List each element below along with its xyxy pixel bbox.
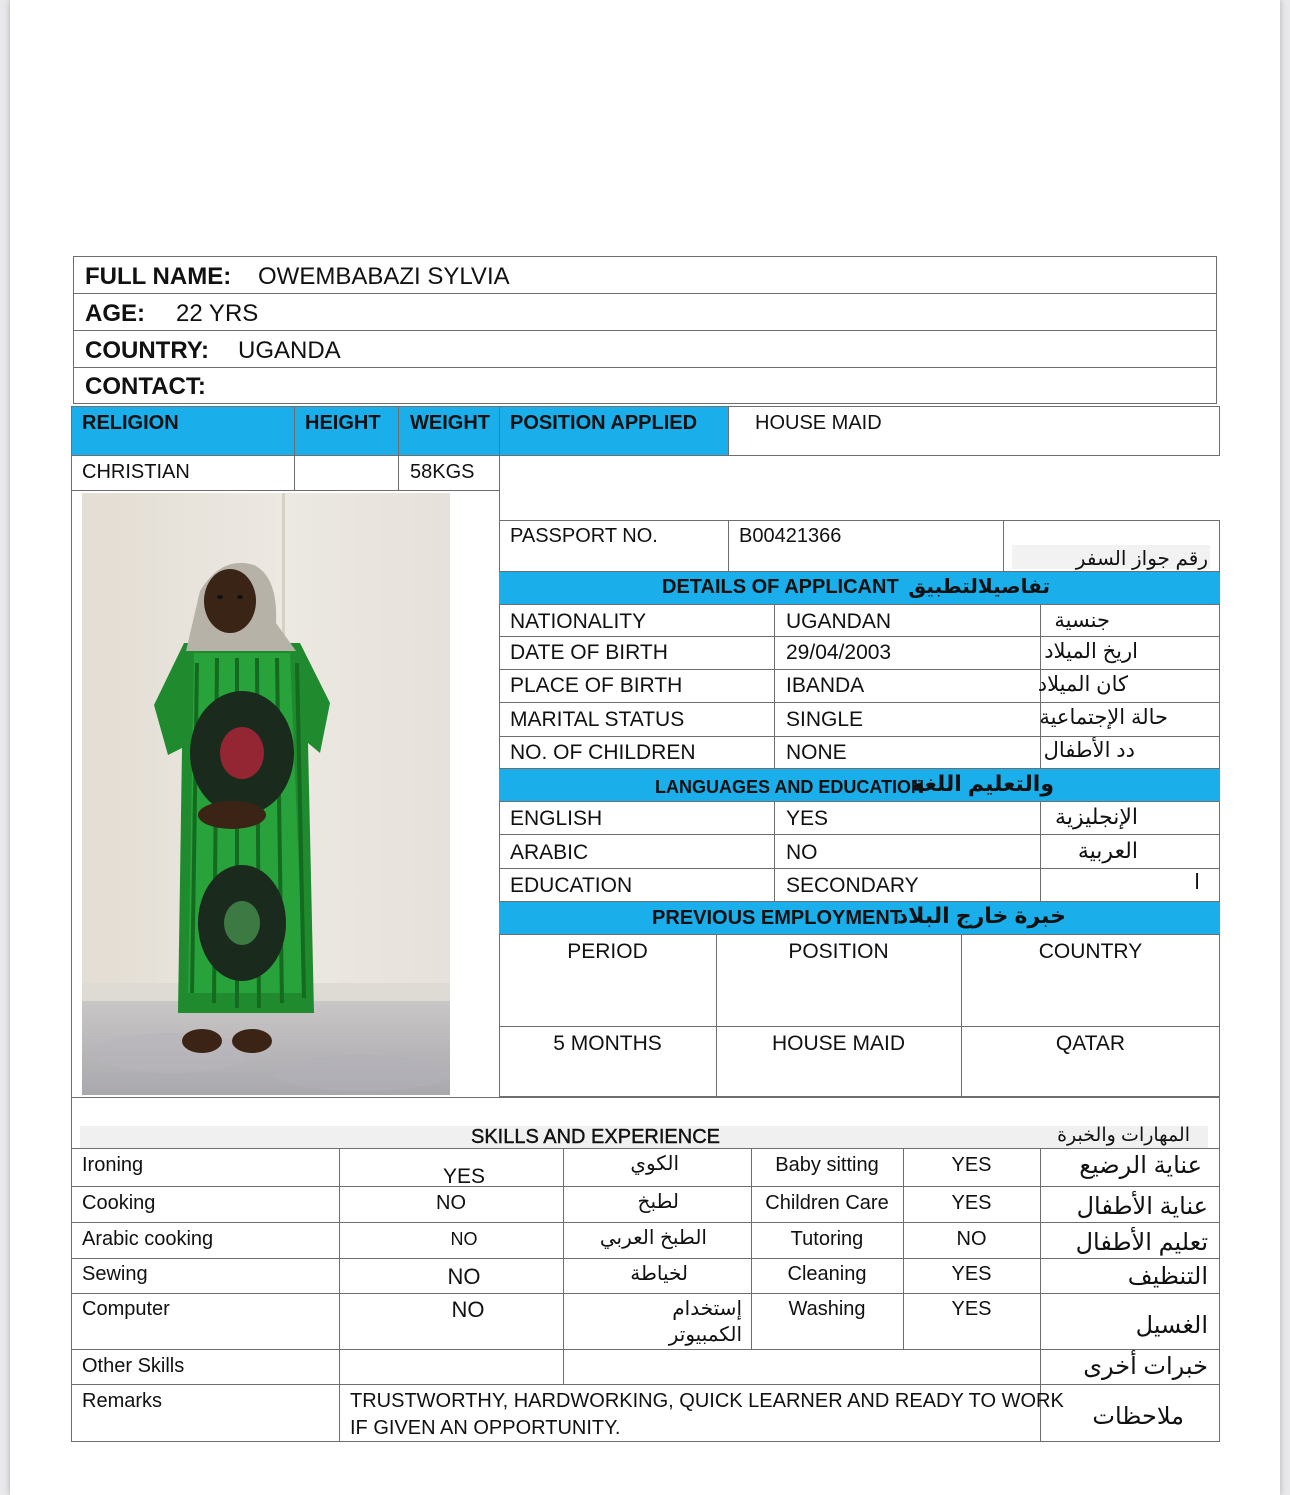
remarks-line-2: IF GIVEN AN OPPORTUNITY. — [350, 1417, 621, 1439]
skills-title-ar: المهارات والخبرة — [1057, 1125, 1190, 1146]
skill-value: NO — [451, 1297, 485, 1322]
details-title: DETAILS OF APPLICANT — [662, 576, 899, 598]
language-row-label: EDUCATION — [510, 874, 633, 897]
skill2-label-ar: عناية الرضيع — [1079, 1152, 1202, 1179]
language-row-label-ar: العربية — [1077, 838, 1138, 863]
contact-label: CONTACT: — [85, 373, 206, 400]
skill-value: YES — [442, 1165, 486, 1188]
details-row-label-ar: دد الأطفال — [1043, 739, 1135, 762]
employment-title: PREVIOUS EMPLOYMENT — [652, 907, 903, 929]
skill-value: NO — [447, 1264, 481, 1289]
language-row-label: ENGLISH — [510, 807, 603, 830]
details-row-label: MARITAL STATUS — [510, 708, 685, 731]
details-row-value: NONE — [786, 741, 847, 764]
details-row-label: PLACE OF BIRTH — [510, 674, 683, 697]
skill-value: NO — [450, 1229, 478, 1249]
position-applied-header: POSITION APPLIED — [510, 412, 698, 434]
language-row-value: NO — [786, 841, 818, 864]
language-row-label: ARABIC — [510, 841, 589, 864]
skill-label: Ironing — [82, 1154, 144, 1176]
details-row-value: UGANDAN — [786, 610, 892, 633]
details-row-value: IBANDA — [786, 674, 865, 697]
other-skills-label: Other Skills — [82, 1355, 185, 1377]
skill2-label: Washing — [788, 1298, 866, 1320]
languages-title: LANGUAGES AND EDUCATION — [655, 777, 924, 797]
full-name-label: FULL NAME: — [85, 263, 232, 290]
remarks-label: Remarks — [82, 1390, 163, 1412]
skill2-value: YES — [951, 1298, 992, 1320]
details-row-label-ar: اريخ الميلاد — [1044, 640, 1138, 663]
passport-label-ar: رقم جواز السفر — [1075, 548, 1208, 570]
age-value: 22 YRS — [176, 300, 259, 327]
details-title-ar: تفاصيلالتطبيق — [908, 576, 1050, 598]
position-applied-value: HOUSE MAID — [755, 412, 882, 434]
skill2-label-ar: التنظيف — [1127, 1263, 1208, 1290]
skill2-label: Baby sitting — [775, 1154, 879, 1176]
details-row-label: DATE OF BIRTH — [510, 641, 668, 664]
details-row-value: 29/04/2003 — [786, 641, 892, 664]
details-row-label-ar: كان الميلاد — [1037, 673, 1128, 696]
country-value: UGANDA — [238, 337, 341, 364]
details-row-label-ar: حالة الإجتماعية — [1039, 706, 1168, 729]
employment-header-country: COUNTRY — [1038, 940, 1143, 963]
full-name-value: OWEMBABAZI SYLVIA — [258, 263, 510, 290]
employment-country: QATAR — [1055, 1032, 1126, 1055]
height-header: HEIGHT — [305, 412, 381, 434]
skill-label: Arabic cooking — [82, 1228, 214, 1250]
other-skills-label-ar: خبرات أخرى — [1083, 1353, 1208, 1380]
passport-value: B00421366 — [739, 525, 842, 547]
skill-value: NO — [436, 1192, 466, 1214]
skill2-label-ar: الغسيل — [1135, 1312, 1208, 1339]
skill-label-ar: الطبخ العربي — [599, 1227, 707, 1249]
skill-label: Computer — [82, 1298, 170, 1320]
employment-period: 5 MONTHS — [553, 1032, 662, 1055]
language-row-label-ar: ا — [1194, 871, 1200, 894]
country-label: COUNTRY: — [85, 337, 209, 364]
details-row-label: NATIONALITY — [510, 610, 647, 633]
details-row-value: SINGLE — [786, 708, 864, 731]
employment-position: HOUSE MAID — [771, 1032, 905, 1055]
weight-header: WEIGHT — [410, 412, 490, 434]
language-row-label-ar: الإنجليزية — [1055, 804, 1138, 829]
skills-title: SKILLS AND EXPERIENCE — [471, 1126, 720, 1148]
applicant-photo — [82, 493, 450, 1095]
cv-page — [10, 0, 1280, 1495]
skill2-value: YES — [951, 1154, 992, 1176]
age-label: AGE: — [85, 300, 145, 327]
skill2-label: Children Care — [765, 1192, 889, 1214]
language-row-value: SECONDARY — [786, 874, 919, 897]
details-row-label: NO. OF CHILDREN — [510, 741, 696, 764]
passport-label: PASSPORT NO. — [510, 525, 658, 547]
remarks-line-1: TRUSTWORTHY, HARDWORKING, QUICK LEARNER AND READY TO WORK — [350, 1390, 1064, 1412]
details-row-label-ar: جنسية — [1054, 609, 1110, 632]
language-row-value: YES — [786, 807, 829, 830]
remarks-label-ar: ملاحظات — [1092, 1403, 1184, 1430]
employment-header-position: POSITION — [788, 940, 889, 963]
weight-value: 58KGS — [410, 461, 475, 483]
skill2-value: NO — [956, 1228, 987, 1250]
skill2-value: YES — [951, 1263, 992, 1285]
skill2-label-ar: عناية الأطفال — [1076, 1193, 1208, 1220]
skill-label-ar: إستخدام الكمبيوتر — [668, 1298, 742, 1346]
religion-value: CHRISTIAN — [82, 461, 190, 483]
skill2-label: Cleaning — [787, 1263, 867, 1285]
skill2-label-ar: تعليم الأطفال — [1075, 1229, 1208, 1256]
languages-title-ar: والتعليم اللغة — [911, 771, 1054, 796]
skill-label: Cooking — [82, 1192, 156, 1214]
skill-label: Sewing — [82, 1263, 148, 1285]
religion-header: RELIGION — [82, 412, 179, 434]
skill2-label: Tutoring — [790, 1228, 864, 1250]
employment-title-ar: خبرة خارج البلاد — [896, 903, 1066, 928]
employment-header-period: PERIOD — [567, 940, 648, 963]
skill-label-ar: لطبخ — [637, 1191, 679, 1213]
skill2-value: YES — [951, 1192, 992, 1214]
skill-label-ar: الكوي — [630, 1153, 679, 1175]
skill-label-ar: لخياطة — [630, 1263, 688, 1285]
